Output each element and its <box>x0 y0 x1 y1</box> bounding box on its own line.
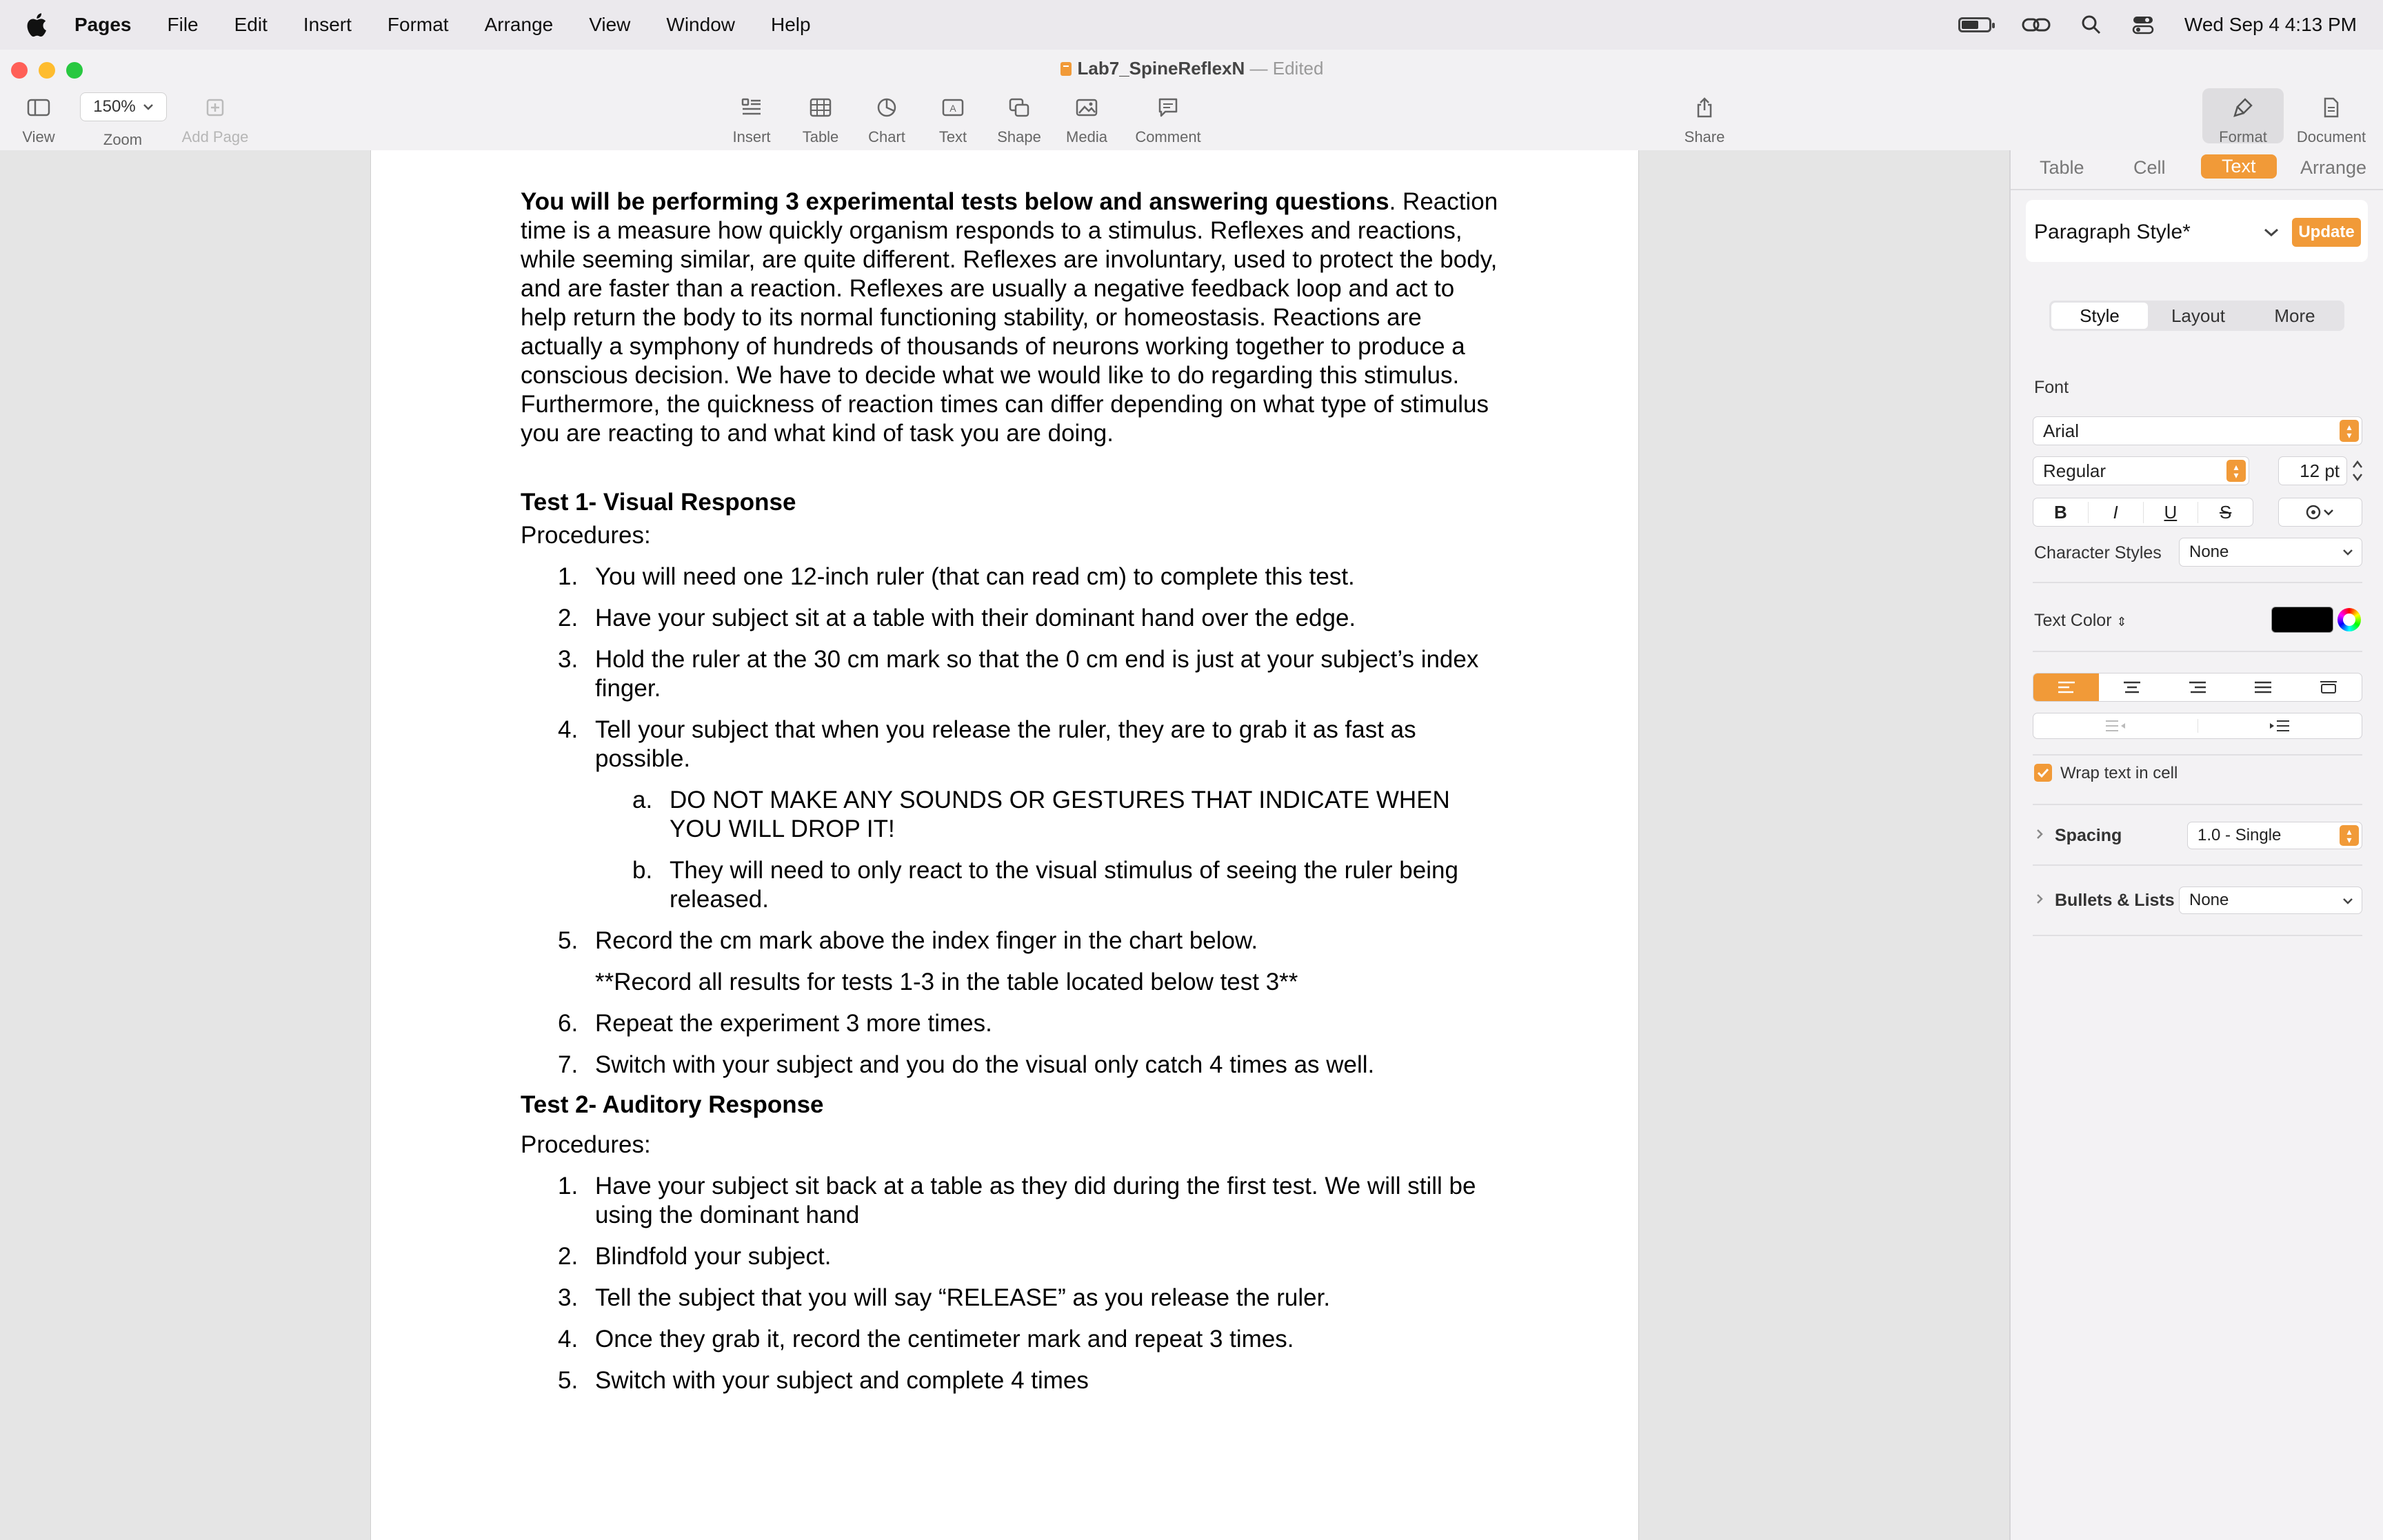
add-page-button[interactable] <box>174 92 257 146</box>
paragraph-style-dropdown[interactable]: Paragraph Style* <box>2034 221 2191 243</box>
test2-steps <box>521 1172 1500 1395</box>
subtab-layout[interactable]: Layout <box>2171 305 2226 326</box>
bold-button[interactable]: B <box>2053 501 2067 523</box>
chevron-down-icon <box>2342 897 2353 905</box>
list-item[interactable]: 5. Switch with your subject and complete 4 times <box>558 1367 1089 1394</box>
test1-steps <box>521 563 1500 955</box>
align-left-button[interactable] <box>2033 673 2099 701</box>
list-item[interactable]: 4. Tell your subject that when you release the ruler, they are to grab it as fast as possible. <box>558 716 1416 772</box>
indent-buttons <box>2033 713 2362 739</box>
divider <box>2033 804 2362 805</box>
media-icon <box>1076 98 1098 117</box>
text-options-button[interactable] <box>2278 498 2362 527</box>
chart-label: Chart <box>868 128 905 145</box>
style-layout-more-segment <box>2049 301 2344 331</box>
font-size-input[interactable] <box>2278 456 2347 485</box>
comment-icon <box>1157 97 1179 118</box>
increase-indent-icon <box>2269 719 2291 733</box>
document-page[interactable] <box>370 150 1639 1540</box>
table-label: Table <box>802 128 839 145</box>
share-icon <box>1695 97 1714 119</box>
chevron-down-icon <box>2342 548 2353 556</box>
color-wheel-icon[interactable] <box>2337 608 2361 631</box>
view-button[interactable] <box>14 92 63 146</box>
document-body[interactable] <box>521 188 1500 1395</box>
zoom-label-wrap <box>95 131 150 149</box>
italic-button[interactable]: I <box>2088 502 2143 523</box>
checkmark-icon <box>2037 768 2049 778</box>
comment-button[interactable] <box>1128 92 1208 146</box>
spacing-value: 1.0 - Single <box>2198 826 2282 844</box>
apple-logo-icon[interactable] <box>26 12 47 37</box>
svg-text:A: A <box>949 103 956 114</box>
paintbrush-icon <box>2233 97 2253 118</box>
character-styles-label: Character Styles <box>2034 543 2162 563</box>
list-subitem[interactable]: a. DO NOT MAKE ANY SOUNDS OR GESTURES THAT INDICATE WHEN YOU WILL DROP IT! <box>632 787 1450 842</box>
align-right-button[interactable] <box>2164 680 2230 694</box>
share-label: Share <box>1684 128 1725 145</box>
character-styles-select[interactable] <box>2179 538 2362 567</box>
view-label: View <box>22 128 55 145</box>
record-results-note[interactable]: **Record all results for tests 1-3 in the table located below test 3** <box>595 969 1298 995</box>
list-item[interactable]: 1. You will need one 12-inch ruler (that can read cm) to complete this test. <box>558 563 1355 590</box>
zoom-dropdown[interactable] <box>80 92 167 121</box>
align-left-icon <box>2057 680 2076 694</box>
strikethrough-button[interactable]: S <box>2198 502 2253 523</box>
font-weight-stepper-icon: ▴ ▾ <box>2226 460 2246 482</box>
alignment-buttons <box>2033 673 2362 702</box>
text-style-buttons <box>2033 498 2253 527</box>
comment-label: Comment <box>1135 128 1201 145</box>
edited-state: Edited <box>1272 58 1324 79</box>
insert-icon <box>741 97 763 118</box>
document-title <box>0 58 2383 79</box>
menu-file[interactable]: File <box>167 14 199 35</box>
menu-help[interactable]: Help <box>771 14 811 35</box>
justify-icon <box>2253 680 2273 694</box>
shape-button[interactable] <box>992 92 1047 146</box>
divider <box>2033 754 2362 756</box>
decrease-indent-icon <box>2104 719 2126 733</box>
add-page-label: Add Page <box>181 128 249 145</box>
justify-button[interactable] <box>2230 680 2295 694</box>
subtab-more[interactable]: More <box>2274 305 2315 326</box>
font-size-stepper-icon[interactable] <box>2351 458 2364 484</box>
gear-icon <box>2304 504 2337 520</box>
battery-icon[interactable] <box>1958 17 1991 32</box>
divider <box>2033 651 2362 652</box>
divider <box>2033 935 2362 936</box>
list-item[interactable]: 5. Record the cm mark above the index finger in the chart below. <box>558 927 1258 954</box>
align-center-icon <box>2122 680 2142 694</box>
bullets-lists-value: None <box>2189 891 2229 909</box>
text-label: Text <box>938 128 967 145</box>
divider <box>2033 582 2362 583</box>
chevron-down-icon[interactable] <box>2263 227 2280 237</box>
test1-steps-continued <box>521 1009 1500 1080</box>
wrap-text-checkbox[interactable] <box>2034 764 2052 782</box>
table-button[interactable] <box>793 92 848 146</box>
font-family-select[interactable] <box>2033 416 2362 445</box>
spacing-select[interactable] <box>2187 822 2362 849</box>
intro-bold-text: You will be performing 3 experimental tests below and answering questions <box>521 188 1389 215</box>
align-center-button[interactable] <box>2099 680 2164 694</box>
underline-button[interactable]: U <box>2143 502 2198 523</box>
subtab-style[interactable]: Style <box>2051 303 2148 329</box>
share-button[interactable] <box>1677 92 1732 146</box>
font-weight-value: Regular <box>2043 460 2107 481</box>
menu-bar <box>0 0 2383 50</box>
tab-table[interactable]: Table <box>2040 157 2084 178</box>
menu-format[interactable]: Format <box>387 14 449 35</box>
text-color-well[interactable] <box>2271 607 2333 633</box>
text-button[interactable] <box>925 92 981 146</box>
text-color-label[interactable]: Text Color ⇕ <box>2034 611 2127 630</box>
title-separator: — <box>1249 58 1268 79</box>
search-icon[interactable] <box>2081 14 2102 35</box>
control-center-icon[interactable] <box>2132 15 2154 34</box>
disclosure-chevron-icon[interactable] <box>2035 893 2044 904</box>
bullets-lists-label[interactable]: Bullets & Lists <box>2055 891 2175 910</box>
test2-procedures-label[interactable]: Procedures: <box>521 1131 651 1158</box>
tab-arrange[interactable]: Arrange <box>2300 157 2367 178</box>
intro-paragraph[interactable] <box>521 188 1500 448</box>
disclosure-chevron-icon[interactable] <box>2035 829 2044 840</box>
test2-heading[interactable]: Test 2- Auditory Response <box>521 1091 824 1118</box>
media-label: Media <box>1066 128 1107 145</box>
shape-icon <box>1008 97 1030 118</box>
zoom-value: 150% <box>93 97 136 116</box>
spacing-label[interactable]: Spacing <box>2055 826 2122 845</box>
font-section-label: Font <box>2034 378 2069 397</box>
menu-arrange[interactable]: Arrange <box>484 14 554 35</box>
shape-label: Shape <box>997 128 1041 145</box>
document-icon <box>2323 97 2340 118</box>
list-item[interactable]: 1. Have your subject sit back at a table as they did during the first test. We will still be using the dominant hand <box>558 1173 1476 1228</box>
update-button[interactable]: Update <box>2292 218 2361 247</box>
bullets-lists-select[interactable] <box>2179 886 2362 914</box>
align-right-icon <box>2188 680 2207 694</box>
menu-window[interactable]: Window <box>666 14 735 35</box>
menu-insert[interactable]: Insert <box>303 14 352 35</box>
font-weight-select[interactable] <box>2033 456 2249 485</box>
font-family-value: Arial <box>2043 420 2080 441</box>
sidebar-icon <box>27 98 50 117</box>
tab-cell[interactable]: Cell <box>2133 157 2166 178</box>
list-item[interactable]: 6. Repeat the experiment 3 more times. <box>558 1010 992 1037</box>
auto-align-icon <box>2319 680 2338 695</box>
chart-button[interactable] <box>859 92 914 146</box>
inspector-tabs <box>2011 150 2383 190</box>
test1-procedures-label[interactable]: Procedures: <box>521 522 651 549</box>
intro-text: . Reaction time is a measure how quickly organism responds to a stimulus. Reflexes and reactions, while seeming similar, are quite different. Reflexes are involuntary, used to protect the body, and are faster than a reaction. Reflexes are usually a negative feedback loop and act to help return the body to its normal functioning stability, or homeostasis. Reactions are actually a symphony of hundreds of thousands of neurons working together to produce a conscious decision. We have to decide what we would like to do regarding this stimulus. Furthermore, the quickness of reaction times can differ depending on what type of stimulus you are reacting to and what kind of task you are doing. <box>521 188 1498 447</box>
text-box-icon <box>942 98 964 117</box>
add-page-icon <box>205 98 225 117</box>
list-item[interactable]: 4. Once they grab it, record the centimeter mark and repeat 3 times. <box>558 1326 1294 1352</box>
list-item[interactable]: 3. Hold the ruler at the 30 cm mark so that the 0 cm end is just at your subject’s index finger. <box>558 646 1479 702</box>
list-item[interactable]: 7. Switch with your subject and you do the visual only catch 4 times as well. <box>558 1051 1375 1078</box>
divider <box>2033 864 2362 866</box>
document-name: Lab7_SpineReflexN <box>1077 58 1245 79</box>
media-button[interactable] <box>1059 92 1114 146</box>
list-item[interactable]: 2. Blindfold your subject. <box>558 1243 832 1270</box>
document-label: Document <box>2296 128 2366 145</box>
chart-icon <box>876 97 897 118</box>
list-subitem[interactable]: b. They will need to only react to the visual stimulus of seeing the ruler being released. <box>632 857 1458 913</box>
spacing-stepper-icon: ▴ ▾ <box>2340 825 2359 846</box>
format-button[interactable] <box>2206 92 2280 146</box>
tab-text[interactable]: Text <box>2201 154 2277 179</box>
format-inspector <box>2009 150 2383 1540</box>
chevron-down-icon <box>143 103 154 110</box>
menu-edit[interactable]: Edit <box>234 14 268 35</box>
decrease-indent-button[interactable] <box>2033 719 2198 733</box>
character-styles-value: None <box>2189 543 2229 561</box>
increase-indent-button[interactable] <box>2198 719 2362 733</box>
format-label: Format <box>2219 128 2267 145</box>
insert-label: Insert <box>732 128 771 145</box>
wrap-text-label[interactable]: Wrap text in cell <box>2060 764 2178 782</box>
insert-button[interactable] <box>724 92 779 146</box>
list-item[interactable]: 2. Have your subject sit at a table with their dominant hand over the edge. <box>558 605 1356 631</box>
auto-align-button[interactable] <box>2295 680 2361 695</box>
document-canvas[interactable] <box>0 150 2009 1540</box>
menu-pages[interactable]: Pages <box>74 14 132 35</box>
pages-document-icon <box>1060 61 1072 77</box>
link-icon[interactable] <box>2022 14 2051 35</box>
table-icon <box>810 98 832 117</box>
test1-heading[interactable]: Test 1- Visual Response <box>521 489 796 516</box>
font-size-value: 12 pt <box>2300 460 2340 481</box>
document-button[interactable] <box>2293 92 2369 146</box>
font-family-stepper-icon: ▴ ▾ <box>2340 420 2359 442</box>
menu-bar-clock[interactable]: Wed Sep 4 4:13 PM <box>2184 14 2357 35</box>
list-item[interactable]: 3. Tell the subject that you will say “RELEASE” as you release the ruler. <box>558 1284 1331 1311</box>
chevron-updown-icon: ⇕ <box>2116 615 2127 629</box>
zoom-label: Zoom <box>103 131 143 148</box>
menu-view[interactable]: View <box>589 14 631 35</box>
